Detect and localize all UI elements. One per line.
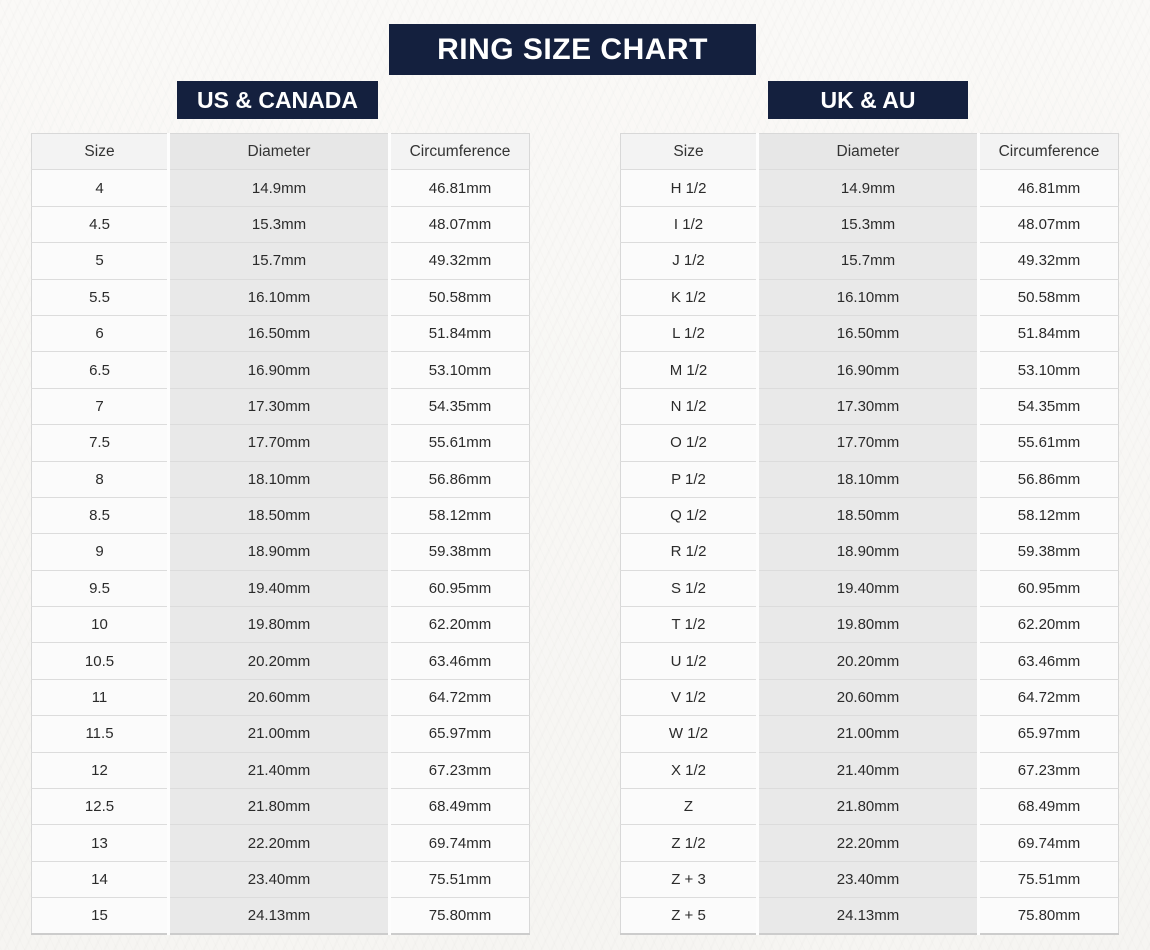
diameter-cell: 15.3mm [758,206,979,242]
region-label-uk-au: UK & AU [820,86,916,113]
size-cell: 4 [32,170,169,206]
circumference-cell: 75.80mm [979,898,1119,934]
page-title: RING SIZE CHART [437,32,708,66]
diameter-cell: 23.40mm [169,861,390,897]
size-cell: 5.5 [32,279,169,315]
diameter-cell: 19.80mm [169,607,390,643]
diameter-cell: 22.20mm [169,825,390,861]
size-cell: Z 1/2 [621,825,758,861]
size-cell: 10 [32,607,169,643]
diameter-cell: 21.00mm [169,716,390,752]
table-row [621,789,1119,825]
size-cell: I 1/2 [621,206,758,242]
table-row [32,643,530,679]
circumference-cell: 50.58mm [390,279,530,315]
circumference-column-header: Circumference [979,134,1119,170]
size-column-header: Size [32,134,169,170]
size-cell: J 1/2 [621,243,758,279]
table-row [32,716,530,752]
diameter-cell: 20.60mm [758,679,979,715]
size-cell: 7 [32,388,169,424]
table-row [621,315,1119,351]
table-row [621,243,1119,279]
circumference-cell: 51.84mm [979,315,1119,351]
size-cell: Z + 5 [621,898,758,934]
diameter-cell: 18.10mm [169,461,390,497]
circumference-cell: 67.23mm [390,752,530,788]
diameter-cell: 21.40mm [758,752,979,788]
table-row [621,752,1119,788]
region-banner-us-canada [177,81,378,119]
circumference-cell: 50.58mm [979,279,1119,315]
table-row [32,861,530,897]
circumference-cell: 65.97mm [979,716,1119,752]
diameter-cell: 17.70mm [758,425,979,461]
size-cell: H 1/2 [621,170,758,206]
circumference-cell: 49.32mm [979,243,1119,279]
size-cell: 5 [32,243,169,279]
size-cell: 15 [32,898,169,934]
diameter-cell: 16.10mm [169,279,390,315]
size-cell: 6 [32,315,169,351]
table-row [621,279,1119,315]
size-cell: Q 1/2 [621,497,758,533]
size-cell: 8 [32,461,169,497]
diameter-column-header: Diameter [169,134,390,170]
size-cell: U 1/2 [621,643,758,679]
diameter-cell: 14.9mm [169,170,390,206]
table-row [32,206,530,242]
size-cell: 6.5 [32,352,169,388]
circumference-cell: 64.72mm [979,679,1119,715]
table-row [32,752,530,788]
circumference-cell: 58.12mm [979,497,1119,533]
size-cell: 11 [32,679,169,715]
size-cell: N 1/2 [621,388,758,424]
size-cell: M 1/2 [621,352,758,388]
circumference-cell: 51.84mm [390,315,530,351]
circumference-cell: 55.61mm [390,425,530,461]
circumference-cell: 60.95mm [390,570,530,606]
diameter-cell: 16.10mm [758,279,979,315]
diameter-cell: 21.00mm [758,716,979,752]
circumference-cell: 49.32mm [390,243,530,279]
diameter-cell: 16.50mm [758,315,979,351]
diameter-cell: 18.90mm [169,534,390,570]
circumference-cell: 59.38mm [979,534,1119,570]
circumference-cell: 63.46mm [390,643,530,679]
region-label-us-canada: US & CANADA [197,86,358,113]
diameter-cell: 15.7mm [169,243,390,279]
circumference-cell: 68.49mm [979,789,1119,825]
size-cell: 8.5 [32,497,169,533]
circumference-cell: 63.46mm [979,643,1119,679]
diameter-cell: 17.30mm [169,388,390,424]
size-cell: 12 [32,752,169,788]
table-row [32,825,530,861]
page-title-banner [389,24,756,75]
size-cell: K 1/2 [621,279,758,315]
diameter-cell: 15.7mm [758,243,979,279]
size-cell: 4.5 [32,206,169,242]
circumference-cell: 48.07mm [979,206,1119,242]
table-row [32,898,530,934]
size-cell: 12.5 [32,789,169,825]
circumference-cell: 62.20mm [979,607,1119,643]
size-cell: O 1/2 [621,425,758,461]
size-cell: Z [621,789,758,825]
table-row [621,716,1119,752]
size-column-header: Size [621,134,758,170]
table-row [621,497,1119,533]
circumference-cell: 60.95mm [979,570,1119,606]
circumference-cell: 69.74mm [390,825,530,861]
diameter-cell: 16.90mm [169,352,390,388]
diameter-cell: 16.90mm [758,352,979,388]
uk-au-size-table [620,133,1119,935]
table-row [32,570,530,606]
diameter-cell: 20.20mm [169,643,390,679]
circumference-cell: 55.61mm [979,425,1119,461]
table-row [621,643,1119,679]
table-row [32,425,530,461]
table-row [621,570,1119,606]
size-cell: 13 [32,825,169,861]
diameter-cell: 19.40mm [758,570,979,606]
circumference-cell: 69.74mm [979,825,1119,861]
circumference-cell: 75.51mm [390,861,530,897]
size-cell: V 1/2 [621,679,758,715]
us-canada-size-table [31,133,530,935]
table-header-row [621,134,1119,170]
diameter-cell: 15.3mm [169,206,390,242]
table-row [621,425,1119,461]
table-row [32,534,530,570]
table-header-row [32,134,530,170]
table-row [32,352,530,388]
table-row [621,861,1119,897]
circumference-cell: 65.97mm [390,716,530,752]
table-row [621,352,1119,388]
table-row [621,825,1119,861]
size-cell: 14 [32,861,169,897]
table-row [621,170,1119,206]
table-row [32,388,530,424]
table-row [621,607,1119,643]
diameter-cell: 18.50mm [758,497,979,533]
size-cell: R 1/2 [621,534,758,570]
circumference-cell: 67.23mm [979,752,1119,788]
circumference-cell: 64.72mm [390,679,530,715]
table-row [621,898,1119,934]
diameter-cell: 14.9mm [758,170,979,206]
table-row [621,206,1119,242]
circumference-cell: 75.80mm [390,898,530,934]
circumference-cell: 58.12mm [390,497,530,533]
circumference-cell: 75.51mm [979,861,1119,897]
diameter-cell: 20.20mm [758,643,979,679]
size-cell: 7.5 [32,425,169,461]
size-cell: P 1/2 [621,461,758,497]
size-cell: 9.5 [32,570,169,606]
table-row [621,388,1119,424]
diameter-column-header: Diameter [758,134,979,170]
table-row [32,170,530,206]
table-row [32,679,530,715]
circumference-cell: 46.81mm [979,170,1119,206]
table-row [32,461,530,497]
circumference-cell: 46.81mm [390,170,530,206]
size-cell: L 1/2 [621,315,758,351]
table-row [32,279,530,315]
circumference-cell: 54.35mm [390,388,530,424]
circumference-column-header: Circumference [390,134,530,170]
diameter-cell: 24.13mm [758,898,979,934]
diameter-cell: 21.40mm [169,752,390,788]
diameter-cell: 17.30mm [758,388,979,424]
region-banner-uk-au [768,81,968,119]
diameter-cell: 18.10mm [758,461,979,497]
table-row [621,534,1119,570]
diameter-cell: 24.13mm [169,898,390,934]
circumference-cell: 68.49mm [390,789,530,825]
diameter-cell: 19.40mm [169,570,390,606]
diameter-cell: 19.80mm [758,607,979,643]
circumference-cell: 62.20mm [390,607,530,643]
diameter-cell: 21.80mm [169,789,390,825]
diameter-cell: 18.50mm [169,497,390,533]
size-cell: 10.5 [32,643,169,679]
table-row [621,679,1119,715]
size-cell: 9 [32,534,169,570]
size-cell: T 1/2 [621,607,758,643]
size-cell: Z + 3 [621,861,758,897]
diameter-cell: 17.70mm [169,425,390,461]
size-cell: X 1/2 [621,752,758,788]
diameter-cell: 16.50mm [169,315,390,351]
circumference-cell: 53.10mm [390,352,530,388]
diameter-cell: 23.40mm [758,861,979,897]
circumference-cell: 48.07mm [390,206,530,242]
us-canada-table-wrap [31,133,530,935]
diameter-cell: 20.60mm [169,679,390,715]
circumference-cell: 54.35mm [979,388,1119,424]
diameter-cell: 18.90mm [758,534,979,570]
table-row [621,461,1119,497]
diameter-cell: 21.80mm [758,789,979,825]
size-cell: 11.5 [32,716,169,752]
size-cell: W 1/2 [621,716,758,752]
table-row [32,497,530,533]
table-row [32,607,530,643]
table-row [32,315,530,351]
size-cell: S 1/2 [621,570,758,606]
circumference-cell: 56.86mm [390,461,530,497]
circumference-cell: 59.38mm [390,534,530,570]
table-row [32,789,530,825]
uk-au-table-wrap [620,133,1119,935]
diameter-cell: 22.20mm [758,825,979,861]
circumference-cell: 53.10mm [979,352,1119,388]
circumference-cell: 56.86mm [979,461,1119,497]
table-row [32,243,530,279]
